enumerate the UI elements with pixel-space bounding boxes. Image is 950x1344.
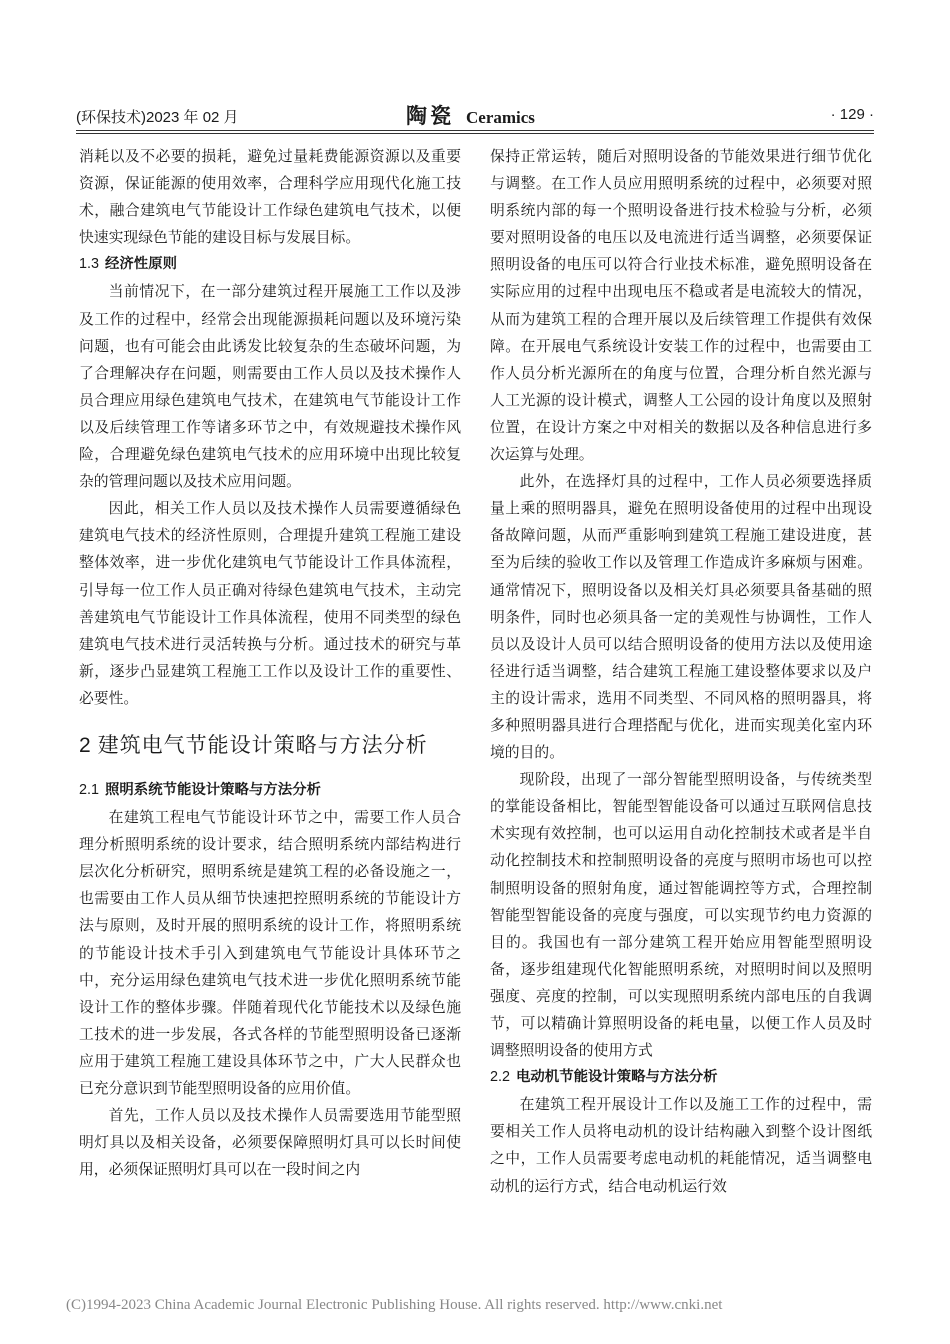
heading-title: 经济性原则 [105,256,177,273]
body-paragraph: 保持正常运转，随后对照明设备的节能效果进行细节优化与调整。在工作人员应用照明系统的过程中，必须要对照明系统内部的每一个照明设备进行技术检验与分析，必须要对照明设备的电压以及电流进行适当调整，必须要保证照明设备的电压可以符合行业技术标准，避免照明设备在实际应用的过程中出现电压不稳或者是电流较大的情况，从而为建筑工程的合理开展以及后续管理工作提供有效保障。在开展电气系统设计安装工作的过程中，也需要由工作人员分析光源所在的角度与位置，合理分析自然光源与人工光源的设计模式，调整人工公园的设计角度以及照射位置，在设计方案之中对相关的数据以及各种信息进行多次运算与处理。 [490,148,872,464]
right-column [490,143,872,1200]
journal-logo-cn: 陶瓷 [406,103,454,128]
heading-number: 1.3 [79,256,100,273]
body-paragraph: 在建筑工程电气节能设计环节之中，需要工作人员合理分析照明系统的设计要求，结合照明系统内部结构进行层次化分析研究，照明系统是建筑工程的必备设施之一，也需要由工作人员从细节快速把控照明系统的节能设计方法与原则，及时开展的照明系统的设计工作，将照明系统的节能设计技术手引入到建筑电气节能设计具体环节之中，充分运用绿色建筑电气技术进一步优化照明系统节能设计工作的整体步骤。伴随着现代化节能技术以及绿色施工技术的进一步发展，各式各样的节能型照明设备已逐渐应用于建筑工程施工建设具体环节之中，广大人民群众也已充分意识到节能型照明设备的应用价值。 [79,809,461,1097]
heading-number: 2.2 [490,1069,511,1086]
body-paragraph: 当前情况下，在一部分建筑过程开展施工工作以及涉及工作的过程中，经常会出现能源损耗问题以及环境污染问题，也有可能会由此诱发比较复杂的生态破坏问题，为了合理解决存在问题，则需要由工作人员以及技术操作人员合理应用绿色建筑电气技术，在建筑电气节能设计工作以及后续管理工作等诸多环节之中，有效规避技术操作风险，合理避免绿色建筑电气技术的应用环境中出现比较复杂的管理问题以及技术应用问题。 [79,283,461,491]
body-paragraph: 因此，相关工作人员以及技术操作人员需要遵循绿色建筑电气技术的经济性原则，合理提升建筑工程施工建设整体效率，进一步优化建筑电气节能设计工作具体流程，引导每一位工作人员正确对待绿色建筑电气技术，主动完善建筑电气节能设计工作具体流程，使用不同类型的绿色建筑电气技术进行灵活转换与分析。通过技术的研究与革新，逐步凸显建筑工程施工工作以及设计工作的重要性、必要性。 [79,500,461,707]
heading-title: 电动机节能设计策略与方法分析 [516,1069,718,1086]
subsection-heading [79,251,461,278]
page-header [76,100,874,130]
journal-logo [406,100,535,130]
heading-number: 2.1 [79,781,100,798]
heading-title: 建筑电气节能设计策略与方法分析 [97,732,428,757]
journal-logo-en: Ceramics [466,108,535,127]
heading-number: 2 [79,733,92,757]
journal-issue: (环保技术)2023 年 02 月 [76,109,239,126]
body-paragraph: 现阶段，出现了一部分智能型照明设备，与传统类型的掌能设备相比，智能型智能设备可以通过互联网信息技术实现有效控制，也可以运用自动化控制技术或者是半自动化控制技术和控制照明设备的亮度与照明市场也可以控制照明设备的照射角度，通过智能调控等方式，合理控制智能型智能设备的亮度与强度，可以实现节约电力资源的目的。我国也有一部分建筑工程开始应用智能型照明设备，逐步组建现代化智能照明系统，对照明时间以及照明强度、亮度的控制，可以实现照明系统内部电压的自我调节，可以精确计算照明设备的耗电量，以便工作人员及时调整照明设备的使用方式 [490,771,872,1060]
body-paragraph: 消耗以及不必要的损耗，避免过量耗费能源资源以及重要资源，保证能源的使用效率，合理科学应用现代化施工技术，融合建筑电气节能设计工作绿色建筑电气技术，以便快速实现绿色节能的建设目标与发展目标。 [79,148,461,247]
left-column [79,143,461,1183]
body-paragraph: 首先，工作人员以及技术操作人员需要选用节能型照明灯具以及相关设备，必须要保障照明灯具可以长时间使用，必须保证照明灯具可以在一段时间之内 [79,1107,461,1179]
subsection-heading [490,1064,872,1091]
copyright-footer: (C)1994-2023 China Academic Journal Electronic Publishing House. All rights reserved. http://www.cnki.net [66,1297,723,1313]
header-rule-top [76,130,874,131]
header-rule-bottom [76,133,874,134]
body-paragraph: 此外，在选择灯具的过程中，工作人员必须要选择质量上乘的照明器具，避免在照明设备使用的过程中出现设备故障问题，从而严重影响到建筑工程施工建设进度，甚至为后续的验收工作以及管理工作造成许多麻烦与困难。通常情况下，照明设备以及相关灯具必须要具备基础的照明条件，同时也必须具备一定的美观性与协调性，工作人员以及设计人员可以结合照明设备的使用方法以及使用途径进行适当调整，结合建筑工程施工建设整体要求以及户主的设计需求，选用不同类型、不同风格的照明器具，将多种照明器具进行合理搭配与优化，进而实现美化室内环境的目的。 [490,473,872,762]
section-heading [79,730,461,761]
heading-title: 照明系统节能设计策略与方法分析 [105,781,321,798]
page-number: · 129 · [830,106,874,123]
subsection-heading [79,777,461,804]
body-paragraph: 在建筑工程开展设计工作以及施工工作的过程中，需要相关工作人员将电动机的设计结构融入到整个设计图纸之中，工作人员需要考虑电动机的耗能情况，适当调整电动机的运行方式，结合电动机运行效 [490,1096,872,1195]
